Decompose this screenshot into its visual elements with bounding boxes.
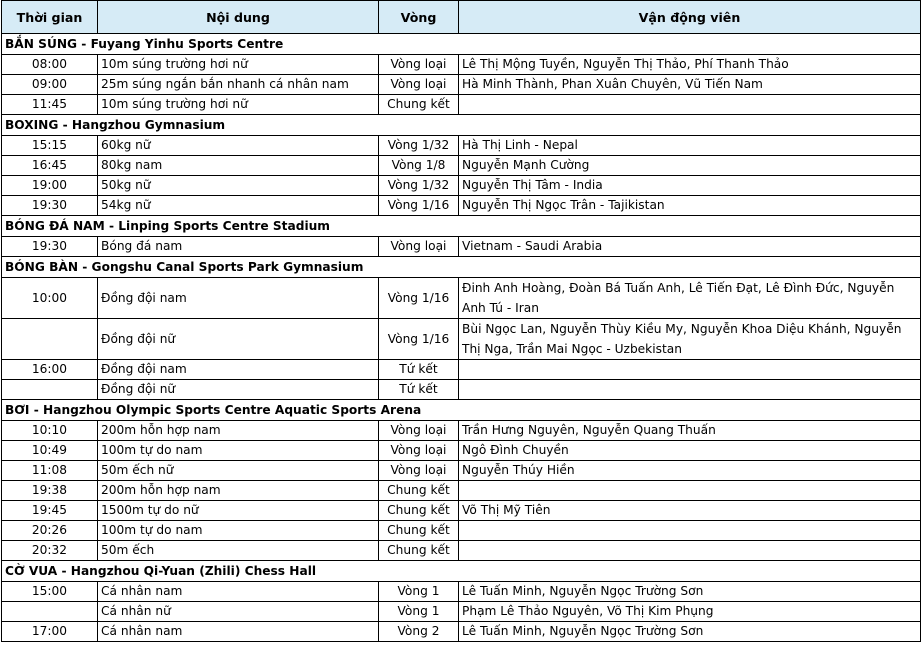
table-row bbox=[2, 421, 921, 441]
cell-round: Vòng loại bbox=[379, 55, 459, 75]
cell-athletes: Lê Tuấn Minh, Nguyễn Ngọc Trường Sơn bbox=[459, 582, 921, 602]
cell-athletes: Nguyễn Mạnh Cường bbox=[459, 156, 921, 176]
table-row bbox=[2, 501, 921, 521]
header-content: Nội dung bbox=[98, 1, 379, 34]
cell-content: Cá nhân nam bbox=[98, 622, 379, 642]
cell-round: Vòng loại bbox=[379, 461, 459, 481]
cell-round: Vòng 1/16 bbox=[379, 278, 459, 319]
section-row bbox=[2, 115, 921, 136]
cell-round: Vòng 1 bbox=[379, 602, 459, 622]
cell-time: 19:45 bbox=[2, 501, 98, 521]
cell-athletes bbox=[459, 541, 921, 561]
cell-athletes bbox=[459, 521, 921, 541]
header-round: Vòng bbox=[379, 1, 459, 34]
cell-content: Đồng đội nam bbox=[98, 360, 379, 380]
cell-time: 15:00 bbox=[2, 582, 98, 602]
cell-athletes: Trần Hưng Nguyên, Nguyễn Quang Thuấn bbox=[459, 421, 921, 441]
table-row bbox=[2, 521, 921, 541]
cell-content: 100m tự do nam bbox=[98, 441, 379, 461]
cell-content: Đồng đội nữ bbox=[98, 380, 379, 400]
section-title: CỜ VUA - Hangzhou Qi-Yuan (Zhili) Chess Hall bbox=[2, 561, 921, 582]
cell-round: Vòng loại bbox=[379, 237, 459, 257]
cell-time: 17:00 bbox=[2, 622, 98, 642]
section-row bbox=[2, 400, 921, 421]
cell-content: 10m súng trường hơi nữ bbox=[98, 55, 379, 75]
table-row bbox=[2, 602, 921, 622]
cell-round: Tứ kết bbox=[379, 380, 459, 400]
table-row bbox=[2, 278, 921, 319]
table-row bbox=[2, 441, 921, 461]
cell-content: Đồng đội nữ bbox=[98, 319, 379, 360]
cell-athletes: Võ Thị Mỹ Tiên bbox=[459, 501, 921, 521]
cell-round: Chung kết bbox=[379, 95, 459, 115]
cell-time bbox=[2, 602, 98, 622]
cell-content: 80kg nam bbox=[98, 156, 379, 176]
table-row bbox=[2, 582, 921, 602]
cell-time: 19:00 bbox=[2, 176, 98, 196]
cell-athletes: Hà Thị Linh - Nepal bbox=[459, 136, 921, 156]
cell-content: 25m súng ngắn bắn nhanh cá nhân nam bbox=[98, 75, 379, 95]
header-time: Thời gian bbox=[2, 1, 98, 34]
cell-time: 19:38 bbox=[2, 481, 98, 501]
cell-round: Chung kết bbox=[379, 541, 459, 561]
cell-time: 19:30 bbox=[2, 196, 98, 216]
table-row bbox=[2, 55, 921, 75]
cell-content: Bóng đá nam bbox=[98, 237, 379, 257]
cell-athletes bbox=[459, 360, 921, 380]
cell-athletes bbox=[459, 380, 921, 400]
cell-content: 50kg nữ bbox=[98, 176, 379, 196]
cell-round: Chung kết bbox=[379, 481, 459, 501]
cell-content: 50m ếch nữ bbox=[98, 461, 379, 481]
cell-content: 60kg nữ bbox=[98, 136, 379, 156]
cell-athletes bbox=[459, 95, 921, 115]
table-row bbox=[2, 541, 921, 561]
cell-content: 200m hỗn hợp nam bbox=[98, 421, 379, 441]
cell-time: 20:26 bbox=[2, 521, 98, 541]
cell-athletes: Lê Thị Mộng Tuyền, Nguyễn Thị Thảo, Phí Thanh Thảo bbox=[459, 55, 921, 75]
cell-content: 1500m tự do nữ bbox=[98, 501, 379, 521]
cell-round: Chung kết bbox=[379, 501, 459, 521]
table-row bbox=[2, 380, 921, 400]
cell-round: Vòng 1/16 bbox=[379, 319, 459, 360]
cell-time: 19:30 bbox=[2, 237, 98, 257]
section-row bbox=[2, 34, 921, 55]
cell-athletes: Nguyễn Thị Ngọc Trân - Tajikistan bbox=[459, 196, 921, 216]
section-row bbox=[2, 216, 921, 237]
schedule-table bbox=[1, 0, 921, 642]
cell-round: Vòng loại bbox=[379, 441, 459, 461]
section-title: BOXING - Hangzhou Gymnasium bbox=[2, 115, 921, 136]
cell-content: Đồng đội nam bbox=[98, 278, 379, 319]
header-row bbox=[2, 1, 921, 34]
section-title: BÓNG BÀN - Gongshu Canal Sports Park Gymnasium bbox=[2, 257, 921, 278]
cell-time: 10:49 bbox=[2, 441, 98, 461]
table-row bbox=[2, 237, 921, 257]
cell-content: Cá nhân nữ bbox=[98, 602, 379, 622]
cell-athletes bbox=[459, 481, 921, 501]
header-athletes: Vận động viên bbox=[459, 1, 921, 34]
table-row bbox=[2, 196, 921, 216]
cell-content: 100m tự do nam bbox=[98, 521, 379, 541]
section-row bbox=[2, 561, 921, 582]
cell-athletes: Vietnam - Saudi Arabia bbox=[459, 237, 921, 257]
cell-athletes: Bùi Ngọc Lan, Nguyễn Thùy Kiều My, Nguyễn Khoa Diệu Khánh, Nguyễn Thị Nga, Trần Mai Ngọc - Uzbekistan bbox=[459, 319, 921, 360]
table-row bbox=[2, 319, 921, 360]
cell-time: 09:00 bbox=[2, 75, 98, 95]
cell-time: 10:00 bbox=[2, 278, 98, 319]
table-row bbox=[2, 95, 921, 115]
table-row bbox=[2, 75, 921, 95]
section-row bbox=[2, 257, 921, 278]
cell-time: 20:32 bbox=[2, 541, 98, 561]
cell-athletes: Phạm Lê Thảo Nguyên, Võ Thị Kim Phụng bbox=[459, 602, 921, 622]
cell-round: Chung kết bbox=[379, 521, 459, 541]
table-row bbox=[2, 136, 921, 156]
cell-time: 16:45 bbox=[2, 156, 98, 176]
table-row bbox=[2, 622, 921, 642]
table-row bbox=[2, 156, 921, 176]
cell-content: 54kg nữ bbox=[98, 196, 379, 216]
table-row bbox=[2, 360, 921, 380]
cell-time bbox=[2, 380, 98, 400]
cell-athletes: Nguyễn Thị Tâm - India bbox=[459, 176, 921, 196]
cell-round: Vòng 1/32 bbox=[379, 136, 459, 156]
cell-content: 50m ếch bbox=[98, 541, 379, 561]
cell-athletes: Hà Minh Thành, Phan Xuân Chuyên, Vũ Tiến Nam bbox=[459, 75, 921, 95]
cell-athletes: Ngô Đình Chuyền bbox=[459, 441, 921, 461]
cell-round: Vòng 1/16 bbox=[379, 196, 459, 216]
cell-content: 10m súng trường hơi nữ bbox=[98, 95, 379, 115]
cell-athletes: Đinh Anh Hoàng, Đoàn Bá Tuấn Anh, Lê Tiến Đạt, Lê Đình Đức, Nguyễn Anh Tú - Iran bbox=[459, 278, 921, 319]
cell-round: Vòng loại bbox=[379, 75, 459, 95]
cell-time: 11:45 bbox=[2, 95, 98, 115]
cell-round: Tứ kết bbox=[379, 360, 459, 380]
cell-athletes: Nguyễn Thúy Hiền bbox=[459, 461, 921, 481]
cell-round: Vòng loại bbox=[379, 421, 459, 441]
cell-round: Vòng 1/8 bbox=[379, 156, 459, 176]
table-row bbox=[2, 461, 921, 481]
cell-time: 11:08 bbox=[2, 461, 98, 481]
cell-content: Cá nhân nam bbox=[98, 582, 379, 602]
cell-round: Vòng 1 bbox=[379, 582, 459, 602]
section-title: BÓNG ĐÁ NAM - Linping Sports Centre Stadium bbox=[2, 216, 921, 237]
table-row bbox=[2, 176, 921, 196]
schedule-body bbox=[2, 34, 921, 642]
cell-time: 08:00 bbox=[2, 55, 98, 75]
cell-athletes: Lê Tuấn Minh, Nguyễn Ngọc Trường Sơn bbox=[459, 622, 921, 642]
cell-time: 16:00 bbox=[2, 360, 98, 380]
cell-round: Vòng 1/32 bbox=[379, 176, 459, 196]
cell-time bbox=[2, 319, 98, 360]
section-title: BẮN SÚNG - Fuyang Yinhu Sports Centre bbox=[2, 34, 921, 55]
table-row bbox=[2, 481, 921, 501]
cell-time: 15:15 bbox=[2, 136, 98, 156]
cell-time: 10:10 bbox=[2, 421, 98, 441]
section-title: BƠI - Hangzhou Olympic Sports Centre Aquatic Sports Arena bbox=[2, 400, 921, 421]
cell-content: 200m hỗn hợp nam bbox=[98, 481, 379, 501]
cell-round: Vòng 2 bbox=[379, 622, 459, 642]
